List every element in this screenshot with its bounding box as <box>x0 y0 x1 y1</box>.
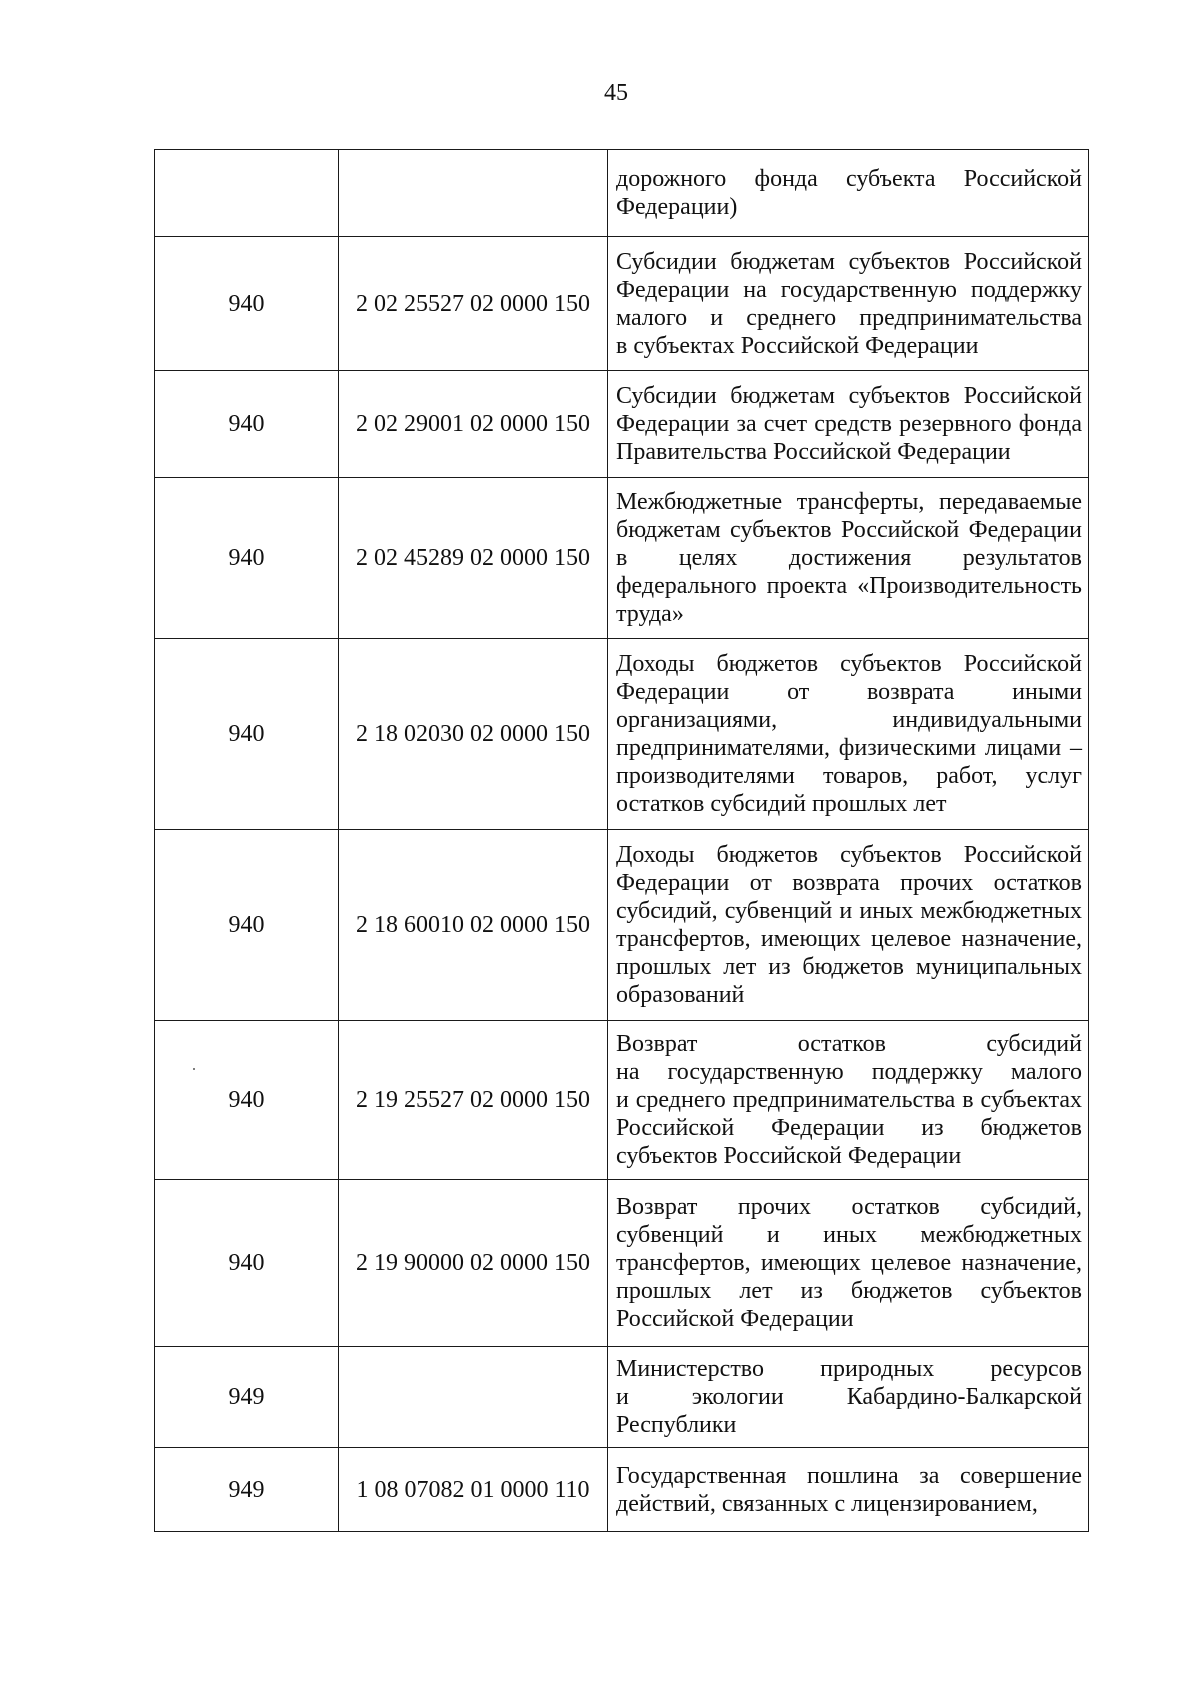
admin-code-cell: 949 <box>155 1448 339 1532</box>
revenue-code-cell <box>339 150 608 237</box>
description-line: Федерации от возврата прочих остатков <box>616 870 1082 896</box>
description-line: субвенций и иных межбюджетных <box>616 1222 1082 1248</box>
description-line: трансфертов, имеющих целевое назначение, <box>616 926 1082 952</box>
description-line: прошлых лет из бюджетов муниципальных <box>616 954 1082 980</box>
description-line: действий, связанных с лицензированием, <box>616 1490 1038 1517</box>
description-line: на государственную поддержку малого <box>616 1059 1082 1085</box>
description-cell <box>608 1180 1089 1347</box>
description-line: остатков субсидий прошлых лет <box>616 791 947 817</box>
table-row <box>155 371 1089 478</box>
description-line: Межбюджетные трансферты, передаваемые <box>616 489 1082 515</box>
description-line: Субсидии бюджетам субъектов Российской <box>616 248 1082 275</box>
table-row <box>155 478 1089 639</box>
description-line: Субсидии бюджетам субъектов Российской <box>616 383 1082 409</box>
description-line: производителями товаров, работ, услуг <box>616 763 1082 789</box>
description-line: Министерство природных ресурсов <box>616 1356 1082 1382</box>
description-line: Государственная пошлина за совершение <box>616 1462 1082 1489</box>
description-line: в целях достижения результатов <box>616 545 1082 571</box>
admin-code-cell <box>155 150 339 237</box>
table-row <box>155 639 1089 830</box>
description-line: в субъектах Российской Федерации <box>616 332 979 359</box>
revenue-code-cell: 2 18 60010 02 0000 150 <box>339 830 608 1021</box>
scan-speck <box>193 1068 195 1070</box>
description-line: образований <box>616 982 745 1008</box>
description-line: трансфертов, имеющих целевое назначение, <box>616 1250 1082 1276</box>
admin-code-cell: 940 <box>155 371 339 478</box>
description-cell <box>608 830 1089 1021</box>
description-line: Доходы бюджетов субъектов Российской <box>616 651 1082 677</box>
budget-revenue-table <box>154 149 1089 1532</box>
description-line: труда» <box>616 601 684 627</box>
description-cell <box>608 1021 1089 1180</box>
description-line: Российской Федерации из бюджетов <box>616 1115 1082 1141</box>
description-cell <box>608 639 1089 830</box>
revenue-code-cell: 2 19 90000 02 0000 150 <box>339 1180 608 1347</box>
description-cell <box>608 150 1089 237</box>
description-cell <box>608 478 1089 639</box>
description-line: Республики <box>616 1412 737 1438</box>
admin-code-cell: 940 <box>155 237 339 371</box>
description-line: и экологии Кабардино-Балкарской <box>616 1384 1082 1410</box>
description-cell <box>608 1347 1089 1448</box>
description-line: Федерации) <box>616 194 738 220</box>
revenue-code-cell: 2 18 02030 02 0000 150 <box>339 639 608 830</box>
revenue-code-cell: 2 02 45289 02 0000 150 <box>339 478 608 639</box>
table-row <box>155 830 1089 1021</box>
description-line: Возврат прочих остатков субсидий, <box>616 1194 1082 1220</box>
revenue-code-cell: 2 19 25527 02 0000 150 <box>339 1021 608 1180</box>
revenue-code-cell: 2 02 25527 02 0000 150 <box>339 237 608 371</box>
description-line: организациями, индивидуальными <box>616 707 1082 733</box>
description-line: Федерации на государственную поддержку <box>616 276 1082 303</box>
description-line: и среднего предпринимательства в субъектах <box>616 1087 1082 1113</box>
description-line: субсидий, субвенций и иных межбюджетных <box>616 898 1082 924</box>
description-line: Доходы бюджетов субъектов Российской <box>616 842 1082 868</box>
description-cell <box>608 371 1089 478</box>
description-line: Правительства Российской Федерации <box>616 439 1011 465</box>
admin-code-cell: 940 <box>155 1180 339 1347</box>
description-line: прошлых лет из бюджетов субъектов <box>616 1278 1082 1304</box>
page-number: 45 <box>604 80 628 106</box>
table-row <box>155 237 1089 371</box>
admin-code-cell: 940 <box>155 639 339 830</box>
description-line: Федерации за счет средств резервного фонда <box>616 411 1082 437</box>
description-line: дорожного фонда субъекта Российской <box>616 166 1082 192</box>
description-cell <box>608 237 1089 371</box>
table-row <box>155 1180 1089 1347</box>
admin-code-cell: 949 <box>155 1347 339 1448</box>
admin-code-cell: 940 <box>155 478 339 639</box>
description-line: малого и среднего предпринимательства <box>616 304 1082 331</box>
revenue-code-cell <box>339 1347 608 1448</box>
description-line: бюджетам субъектов Российской Федерации <box>616 517 1082 543</box>
description-line: субъектов Российской Федерации <box>616 1143 962 1169</box>
description-cell <box>608 1448 1089 1532</box>
description-line: Российской Федерации <box>616 1306 854 1332</box>
table-row <box>155 1021 1089 1180</box>
description-line: Возврат остатков субсидий <box>616 1031 1082 1057</box>
table-row <box>155 1347 1089 1448</box>
admin-code-cell: 940 <box>155 830 339 1021</box>
description-line: федерального проекта «Производительность <box>616 573 1082 599</box>
description-line: предпринимателями, физическими лицами – <box>616 735 1082 761</box>
admin-code-cell: 940 <box>155 1021 339 1180</box>
table-row <box>155 1448 1089 1532</box>
revenue-code-cell: 2 02 29001 02 0000 150 <box>339 371 608 478</box>
revenue-code-cell: 1 08 07082 01 0000 110 <box>339 1448 608 1532</box>
table-row <box>155 150 1089 237</box>
description-line: Федерации от возврата иными <box>616 679 1082 705</box>
